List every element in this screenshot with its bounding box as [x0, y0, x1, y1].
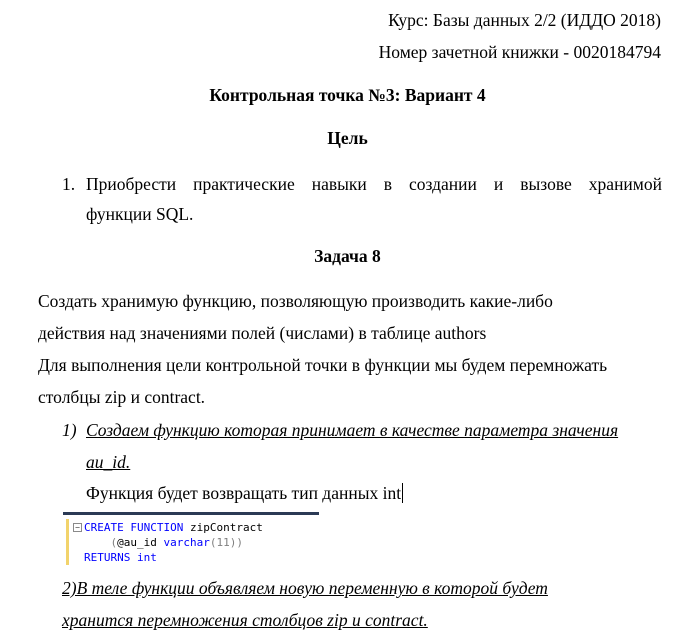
- word: навыки: [311, 174, 367, 194]
- step2-line2: хранится перемножения столбцов zip и contract.: [62, 610, 428, 630]
- task-text-line4: столбцы zip и contract.: [38, 387, 206, 407]
- task-text-line1: Создать хранимую функцию, позволяющую производить какие-либо: [38, 291, 553, 311]
- minus-box-icon[interactable]: −: [73, 523, 82, 532]
- goal-item-number: 1.: [62, 174, 76, 194]
- step1-line1: Создаем функцию которая принимает в качестве параметра значения: [86, 420, 619, 440]
- step1-note-text: Функция будет возвращать тип данных int: [86, 483, 402, 503]
- code-line-2: [84, 535, 243, 550]
- code-param: @au_id: [117, 536, 157, 549]
- goal-item-line2: функции SQL.: [86, 204, 194, 224]
- word: практические: [193, 174, 295, 194]
- goal-heading: Цель: [327, 128, 368, 148]
- course-line: Курс: Базы данных 2/2 (ИДДО 2018): [388, 10, 661, 30]
- code-line-3: [84, 550, 157, 565]
- change-marker: [66, 519, 69, 565]
- code-args: (11)): [209, 536, 243, 549]
- code-identifier: zipContract: [189, 521, 263, 534]
- step1-line2: au_id.: [86, 452, 131, 472]
- task-text-line3: Для выполнения цели контрольной точки в функции мы будем перемножать: [38, 355, 608, 375]
- goal-item-line1: [86, 173, 662, 195]
- step1-note: [86, 482, 403, 504]
- code-type: int: [136, 551, 157, 564]
- task-heading: Задача 8: [314, 246, 381, 266]
- step1-number: 1): [62, 420, 77, 440]
- document-title: Контрольная точка №3: Вариант 4: [209, 85, 486, 105]
- word: Приобрести: [86, 174, 177, 194]
- text-cursor: [402, 483, 403, 503]
- record-book-line: Номер зачетной книжки - 0020184794: [378, 42, 661, 62]
- task-text-line2: действия над значениями полей (числами) в таблице authors: [38, 323, 487, 343]
- word: вызове: [520, 174, 572, 194]
- word: в: [383, 174, 393, 194]
- code-snippet: [63, 512, 319, 569]
- code-paren: (: [110, 536, 118, 549]
- code-type: varchar: [163, 536, 210, 549]
- code-keyword: CREATE: [84, 521, 124, 534]
- code-line-1: [84, 520, 263, 535]
- code-keyword: FUNCTION: [130, 521, 184, 534]
- code-keyword: RETURNS: [84, 551, 131, 564]
- word: хранимой: [588, 174, 662, 194]
- step2-line1: 2)В теле функции объявляем новую переменную в которой будет: [62, 578, 548, 598]
- word: и: [493, 174, 504, 194]
- word: создании: [409, 174, 477, 194]
